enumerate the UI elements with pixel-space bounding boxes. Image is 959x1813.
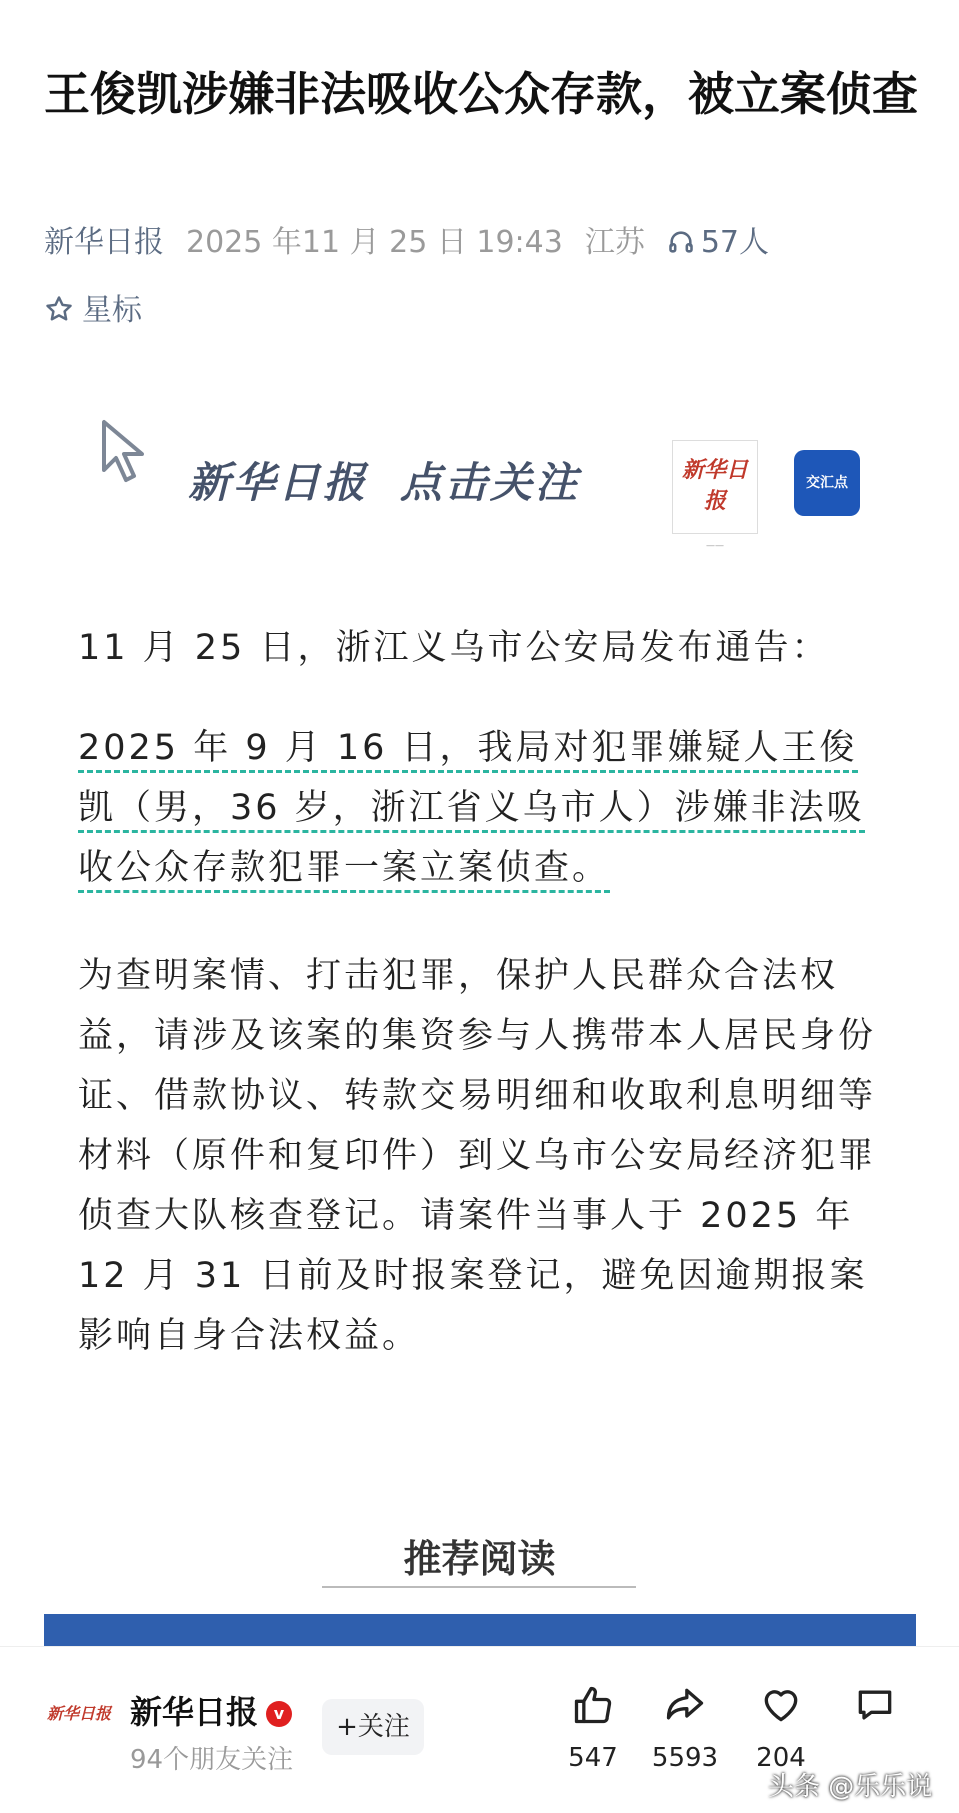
paragraph-2 xyxy=(78,718,878,898)
like-button[interactable] xyxy=(548,1683,638,1773)
article-meta xyxy=(44,222,924,264)
follow-button[interactable]: +关注 xyxy=(322,1699,424,1755)
star-button[interactable] xyxy=(44,290,142,332)
account-name: 新华日报 xyxy=(130,1693,259,1731)
comment-button[interactable] xyxy=(830,1683,920,1743)
heart-icon xyxy=(759,1683,803,1727)
paragraph-2-text: 2025 年 9 月 16 日，我局对犯罪嫌疑人王俊凯（男，36 岁，浙江省义乌市人）涉嫌非法吸收公众存款犯罪一案立案侦查。 xyxy=(78,728,865,893)
publish-date: 2025 年11 月 25 日 19:43 xyxy=(186,225,563,260)
logo1-subline: —— xyxy=(706,541,724,551)
share-arrow-icon xyxy=(663,1683,707,1727)
verified-badge-icon: v xyxy=(266,1701,292,1727)
article-title: 王俊凯涉嫌非法吸收公众存款，被立案侦查 xyxy=(44,67,918,121)
account-avatar[interactable] xyxy=(44,1701,114,1771)
jiaohuidian-logo: 交汇点 xyxy=(794,450,860,516)
recommend-card[interactable] xyxy=(44,1614,916,1646)
favorite-count: 204 xyxy=(756,1743,806,1773)
xinhua-daily-logo xyxy=(672,440,758,551)
pointer-cursor-icon xyxy=(96,416,152,486)
location: 江苏 xyxy=(584,225,645,260)
account-avatar-text: 新华日报 xyxy=(46,1704,111,1723)
recommend-title: 推荐阅读 xyxy=(403,1536,556,1581)
like-count: 547 xyxy=(568,1743,618,1773)
source-link[interactable]: 新华日报 xyxy=(44,225,164,260)
watermark: 头条 @乐乐说 xyxy=(768,1772,933,1802)
comment-bubble-icon xyxy=(853,1683,897,1727)
paragraph-3: 为查明案情、打击犯罪，保护人民群众合法权益，请涉及该案的集资参与人携带本人居民身份证、借款协议、转款交易明细和收取利息明细等材料（原件和复印件）到义乌市公安局经济犯罪侦查大队核查登记。请案件当事人于 2025 年 12 月 31 日前及时报案登记，避免因逾期报案影响自身合法权益。 xyxy=(78,956,877,1356)
paragraph-1: 11 月 25 日，浙江义乌市公安局发布通告： xyxy=(78,628,830,668)
listen-button[interactable] xyxy=(667,225,769,260)
star-icon xyxy=(44,294,74,324)
thumbs-up-icon xyxy=(571,1683,615,1727)
banner-brand: 新华日报 xyxy=(188,458,369,507)
banner-follow-text: 点击关注 xyxy=(400,458,581,507)
share-button[interactable] xyxy=(640,1683,730,1773)
listener-count: 57人 xyxy=(700,225,770,260)
star-label: 星标 xyxy=(82,293,142,328)
favorite-button[interactable] xyxy=(736,1683,826,1773)
headphones-icon xyxy=(667,228,695,256)
follow-banner[interactable] xyxy=(96,410,896,551)
friends-following: 94个朋友关注 xyxy=(130,1745,294,1775)
recommend-divider xyxy=(322,1586,636,1588)
share-count: 5593 xyxy=(651,1743,719,1773)
account-name-row[interactable] xyxy=(130,1687,292,1733)
logo1-text: 新华日报 xyxy=(681,457,748,514)
